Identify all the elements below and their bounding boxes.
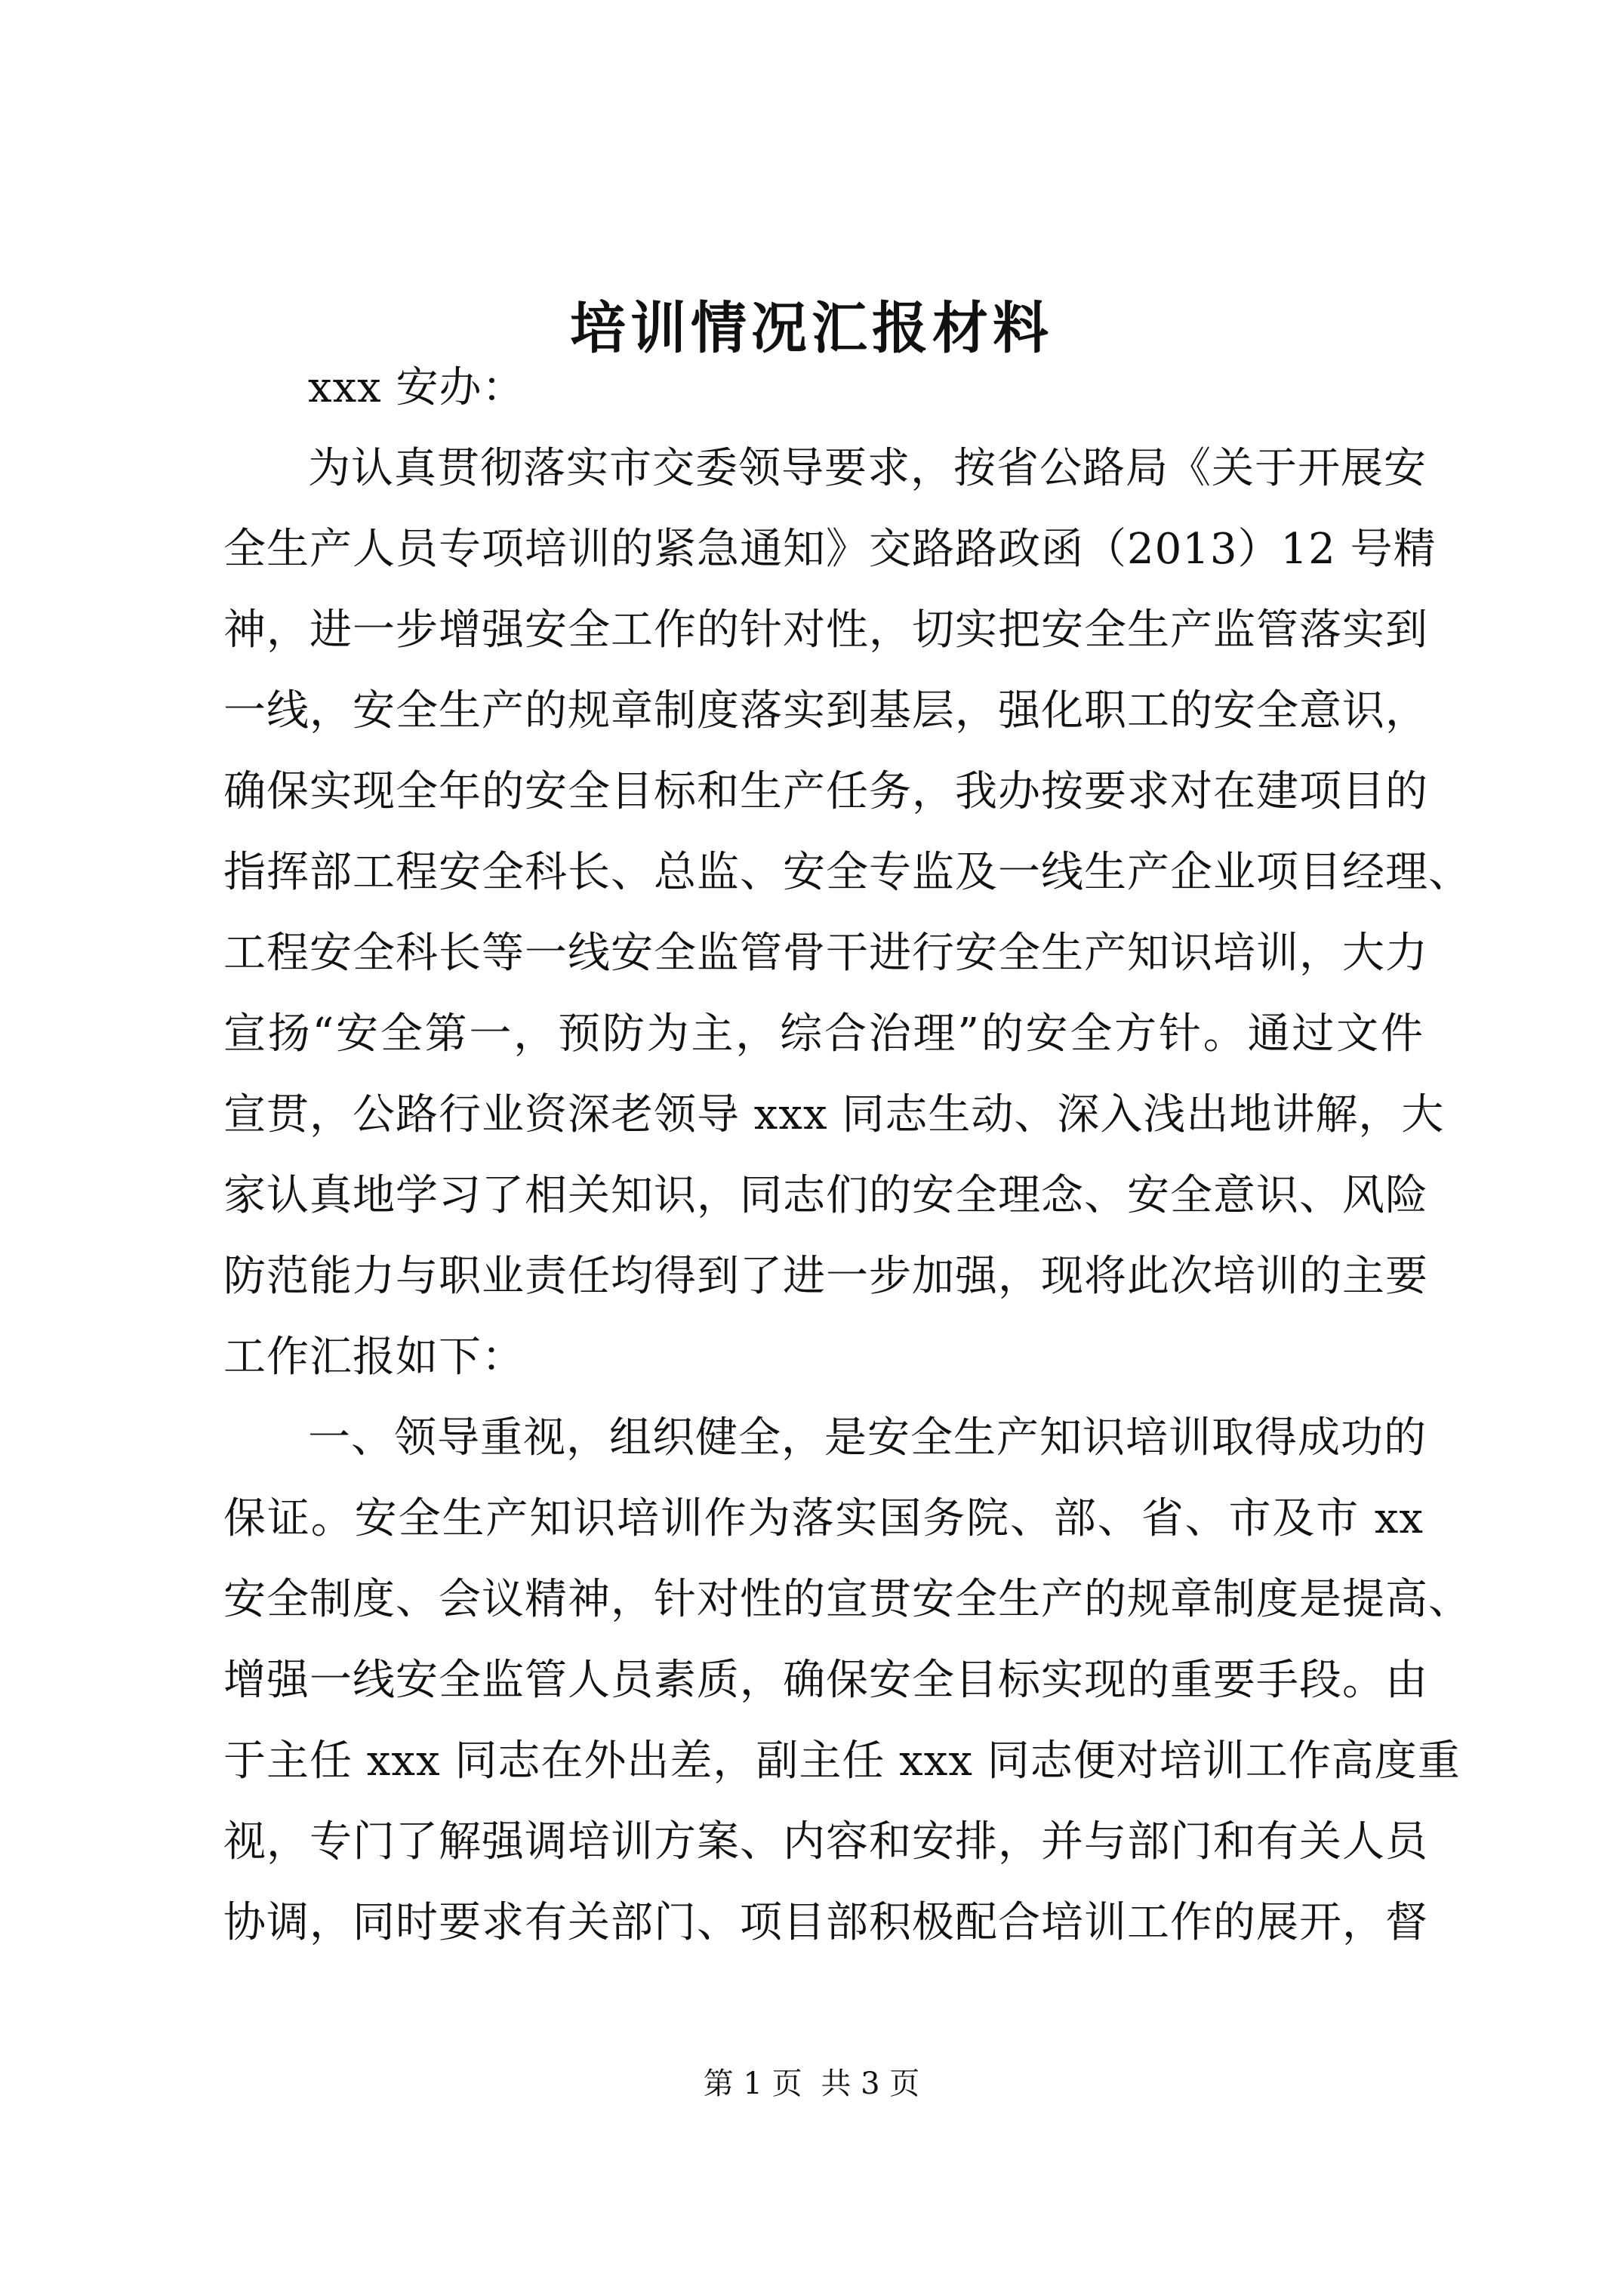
salutation: xxx 安办： bbox=[308, 363, 525, 412]
paragraph-line: 全生产人员专项培训的紧急通知》交路路政函（2013）12 号精 bbox=[223, 525, 1437, 574]
page-number: 第 1 页 bbox=[703, 2066, 802, 2101]
paragraph-line: 工程安全科长等一线安全监管骨干进行安全生产知识培训，大力 bbox=[223, 929, 1428, 978]
paragraph-line: 于主任 xxx 同志在外出差，副主任 xxx 同志便对培训工作高度重 bbox=[223, 1737, 1461, 1786]
paragraph-line: 宣扬“安全第一，预防为主，综合治理”的安全方针。通过文件 bbox=[223, 1009, 1424, 1059]
paragraph-line: 保证。安全生产知识培训作为落实国务院、部、省、市及市 xx bbox=[223, 1494, 1424, 1543]
paragraph-line: 防范能力与职业责任均得到了进一步加强，现将此次培训的主要 bbox=[223, 1252, 1428, 1301]
paragraph-line: 家认真地学习了相关知识，同志们的安全理念、安全意识、风险 bbox=[223, 1171, 1428, 1220]
paragraph-1 bbox=[223, 428, 1471, 1398]
paragraph-line: 增强一线安全监管人员素质，确保安全目标实现的重要手段。由 bbox=[223, 1656, 1428, 1705]
paragraph-line: 一、领导重视，组织健全，是安全生产知识培训取得成功的 bbox=[308, 1413, 1427, 1462]
paragraph-line: 神，进一步增强安全工作的针对性，切实把安全生产监管落实到 bbox=[223, 606, 1428, 655]
page-total: 共 3 页 bbox=[821, 2066, 920, 2101]
paragraph-line: 一线，安全生产的规章制度落实到基层，强化职工的安全意识， bbox=[223, 686, 1428, 735]
paragraph-line: 工作汇报如下： bbox=[223, 1333, 525, 1382]
paragraph-line: 指挥部工程安全科长、总监、安全专监及一线生产企业项目经理、 bbox=[223, 848, 1471, 897]
paragraph-line: 视，专门了解强调培训方案、内容和安排，并与部门和有关人员 bbox=[223, 1817, 1428, 1866]
paragraph-line: 确保实现全年的安全目标和生产任务，我办按要求对在建项目的 bbox=[223, 767, 1428, 816]
page-footer bbox=[0, 2061, 1623, 2106]
document-body bbox=[223, 347, 1471, 1963]
document-title: 培训情况汇报材料 bbox=[570, 296, 1053, 361]
paragraph-line: 为认真贯彻落实市交委领导要求，按省公路局《关于开展安 bbox=[308, 444, 1427, 493]
paragraph-2 bbox=[223, 1398, 1471, 1963]
paragraph-line: 协调，同时要求有关部门、项目部积极配合培训工作的展开，督 bbox=[223, 1898, 1428, 1947]
paragraph-line: 宣贯，公路行业资深老领导 xxx 同志生动、深入浅出地讲解，大 bbox=[223, 1090, 1445, 1139]
paragraph-line: 安全制度、会议精神，针对性的宣贯安全生产的规章制度是提高、 bbox=[223, 1575, 1471, 1624]
